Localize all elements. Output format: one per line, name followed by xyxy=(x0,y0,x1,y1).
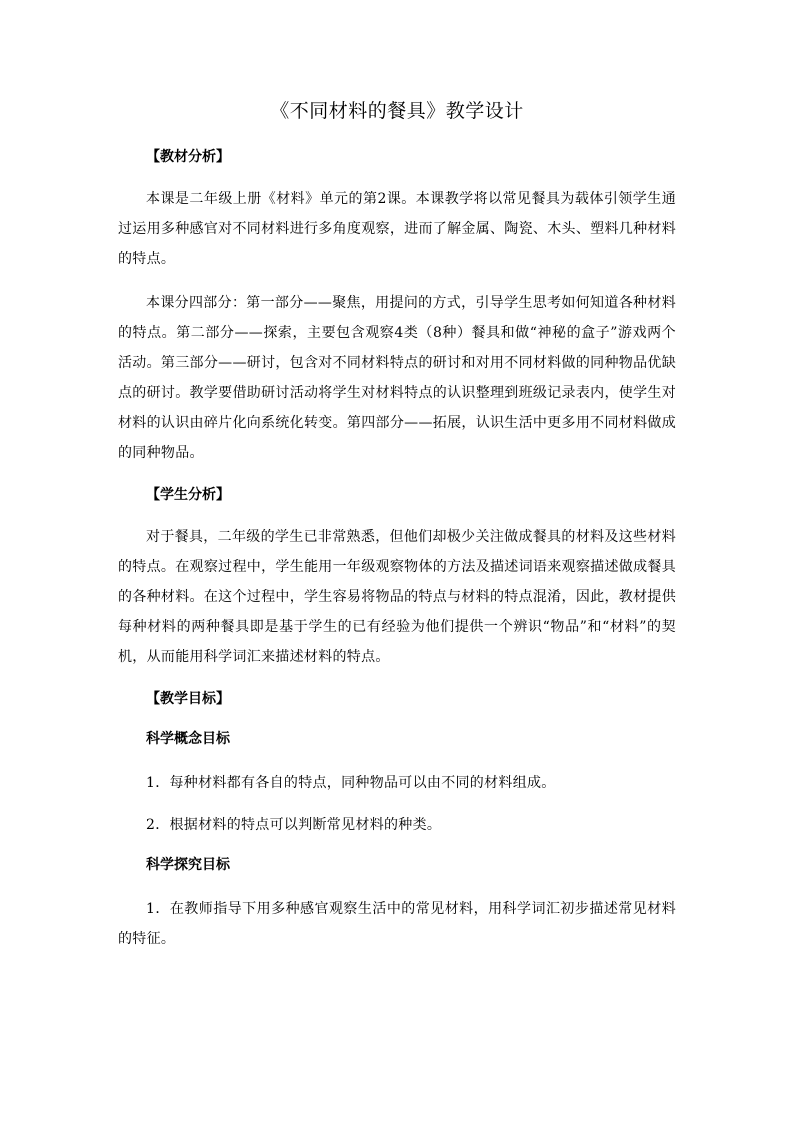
subsection-heading: 科学探究目标 xyxy=(146,857,230,873)
objective-item: 1．每种材料都有各自的特点，同种物品可以由不同的材料组成。 xyxy=(146,775,556,791)
objective-item: 2．根据材料的特点可以判断常见材料的种类。 xyxy=(146,817,442,833)
subsection-heading: 科学概念目标 xyxy=(146,731,230,747)
paragraph: 对于餐具，二年级的学生已非常熟悉，但他们却极少关注做成餐具的材料及这些材料的特点。在观察过程中，学生能用一年级观察物体的方法及描述词语来观察描述做成餐具的各种材料。在这个过程中，学生容易将物品的特点与材料的特点混淆，因此，教材提供每种材料的两种餐具即是基于学生的已有经验为他们提供一个辨识“物品”和“材料”的契机，从而能用科学词汇来描述材料的特点。 xyxy=(118,529,676,665)
document-title: 《不同材料的餐具》教学设计 xyxy=(270,100,524,122)
document-page xyxy=(118,96,676,966)
section-teaching-objectives xyxy=(118,686,676,954)
section-textbook-analysis xyxy=(118,144,676,468)
objective-item: 1．在教师指导下用多种感官观察生活中的常见材料，用科学词汇初步描述常见材料的特征。 xyxy=(118,901,676,947)
paragraph: 本课是二年级上册《材料》单元的第2课。本课教学将以常见餐具为载体引领学生通过运用多种感官对不同材料进行多角度观察，进而了解金属、陶瓷、木头、塑料几种材料的特点。 xyxy=(118,191,676,267)
section-heading: 【教学目标】 xyxy=(146,691,230,707)
section-heading: 【教材分析】 xyxy=(146,149,230,165)
section-student-analysis xyxy=(118,482,676,672)
section-heading: 【学生分析】 xyxy=(146,487,230,503)
paragraph: 本课分四部分：第一部分——聚焦，用提问的方式，引导学生思考如何知道各种材料的特点。第二部分——探索，主要包含观察4类（8种）餐具和做“神秘的盒子”游戏两个活动。第三部分——研讨，包含对不同材料特点的研讨和对用不同材料做的同种物品优缺点的研讨。教学要借助研讨活动将学生对材料特点的认识整理到班级记录表内，使学生对材料的认识由碎片化向系统化转变。第四部分——拓展，认识生活中更多用不同材料做成的同种物品。 xyxy=(118,295,676,461)
